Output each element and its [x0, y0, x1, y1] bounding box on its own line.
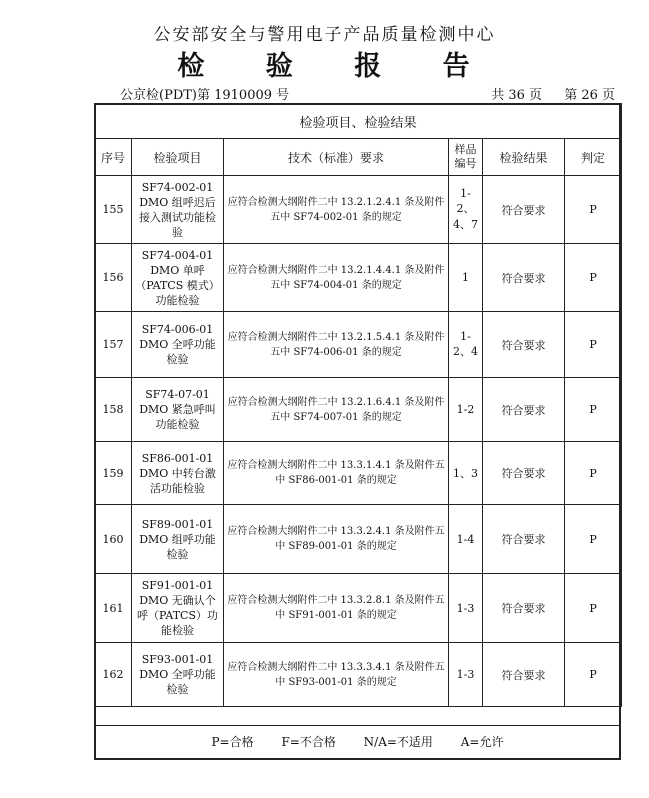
row-sample: 1-4 [449, 505, 483, 574]
row-item: SF74-002-01 DMO 组呼迟后接入测试功能检验 [132, 176, 224, 244]
row-no: 156 [95, 244, 132, 312]
table-row [95, 176, 622, 244]
table-row [95, 505, 622, 574]
total-pages: 共 36 页 [491, 88, 543, 103]
row-requirement: 应符合检测大纲附件二中 13.2.1.2.4.1 条及附件五中 SF74-002-01 条的规定 [224, 176, 449, 244]
row-sample: 1、3 [449, 442, 483, 505]
row-no: 159 [95, 442, 132, 505]
table-header-row [95, 139, 622, 176]
legend-fail: F=不合格 [281, 735, 336, 749]
row-requirement: 应符合检测大纲附件二中 13.2.1.4.4.1 条及附件五中 SF74-004-01 条的规定 [224, 244, 449, 312]
column-header-verdict: 判定 [565, 139, 622, 176]
table-row [95, 574, 622, 643]
table-row [95, 378, 622, 442]
row-sample: 1 [449, 244, 483, 312]
row-no: 157 [95, 312, 132, 378]
column-header-no: 序号 [95, 139, 132, 176]
row-verdict: P [565, 505, 622, 574]
row-result: 符合要求 [483, 442, 565, 505]
document-number: 公京检(PDT)第 1910009 号 [120, 88, 290, 103]
row-sample: 1-2、4 [449, 312, 483, 378]
column-header-result: 检验结果 [483, 139, 565, 176]
page-info [473, 84, 615, 103]
table-caption: 检验项目、检验结果 [95, 104, 622, 139]
row-result: 符合要求 [483, 244, 565, 312]
row-verdict: P [565, 643, 622, 707]
row-no: 161 [95, 574, 132, 643]
row-sample: 1-3 [449, 574, 483, 643]
row-item: SF74-006-01 DMO 全呼功能检验 [132, 312, 224, 378]
row-result: 符合要求 [483, 312, 565, 378]
column-header-requirement: 技术（标准）要求 [224, 139, 449, 176]
row-requirement: 应符合检测大纲附件二中 13.2.1.5.4.1 条及附件五中 SF74-006-01 条的规定 [224, 312, 449, 378]
table-row [95, 643, 622, 707]
row-no: 155 [95, 176, 132, 244]
table-row [95, 244, 622, 312]
table-row [95, 312, 622, 378]
verdict-legend [94, 725, 621, 759]
row-result: 符合要求 [483, 378, 565, 442]
column-header-sample: 样品编号 [449, 139, 483, 176]
row-verdict: P [565, 442, 622, 505]
legend-pass: P=合格 [211, 735, 254, 749]
row-result: 符合要求 [483, 643, 565, 707]
row-requirement: 应符合检测大纲附件二中 13.3.2.4.1 条及附件五中 SF89-001-01 条的规定 [224, 505, 449, 574]
legend-allowed: A=允许 [460, 735, 504, 749]
row-requirement: 应符合检测大纲附件二中 13.2.1.6.4.1 条及附件五中 SF74-007-01 条的规定 [224, 378, 449, 442]
row-item: SF93-001-01 DMO 全呼功能检验 [132, 643, 224, 707]
row-sample: 1-2 [449, 378, 483, 442]
row-sample: 1-3 [449, 643, 483, 707]
row-item: SF74-004-01 DMO 单呼（PATCS 模式）功能检验 [132, 244, 224, 312]
row-requirement: 应符合检测大纲附件二中 13.3.3.4.1 条及附件五中 SF93-001-01 条的规定 [224, 643, 449, 707]
row-result: 符合要求 [483, 505, 565, 574]
row-no: 160 [95, 505, 132, 574]
current-page: 第 26 页 [564, 88, 615, 103]
row-no: 158 [95, 378, 132, 442]
row-verdict: P [565, 244, 622, 312]
row-no: 162 [95, 643, 132, 707]
row-item: SF86-001-01 DMO 中转台激活功能检验 [132, 442, 224, 505]
row-verdict: P [565, 312, 622, 378]
column-header-item: 检验项目 [132, 139, 224, 176]
row-item: SF89-001-01 DMO 组呼功能检验 [132, 505, 224, 574]
organization-name: 公安部安全与警用电子产品质量检测中心 [153, 25, 496, 45]
row-requirement: 应符合检测大纲附件二中 13.3.2.8.1 条及附件五中 SF91-001-01 条的规定 [224, 574, 449, 643]
row-requirement: 应符合检测大纲附件二中 13.3.1.4.1 条及附件五中 SF86-001-01 条的规定 [224, 442, 449, 505]
row-sample: 1-2、4、7 [449, 176, 483, 244]
row-verdict: P [565, 176, 622, 244]
legend-not-applicable: N/A=不适用 [363, 735, 433, 749]
row-verdict: P [565, 574, 622, 643]
row-result: 符合要求 [483, 574, 565, 643]
row-item: SF91-001-01 DMO 无确认个呼（PATCS）功能检验 [132, 574, 224, 643]
row-item: SF74-07-01 DMO 紧急呼叫功能检验 [132, 378, 224, 442]
report-meta [120, 84, 615, 102]
table-row [95, 442, 622, 505]
row-verdict: P [565, 378, 622, 442]
report-title: 检 验 报 告 [177, 51, 496, 82]
row-result: 符合要求 [483, 176, 565, 244]
results-table [94, 103, 622, 707]
